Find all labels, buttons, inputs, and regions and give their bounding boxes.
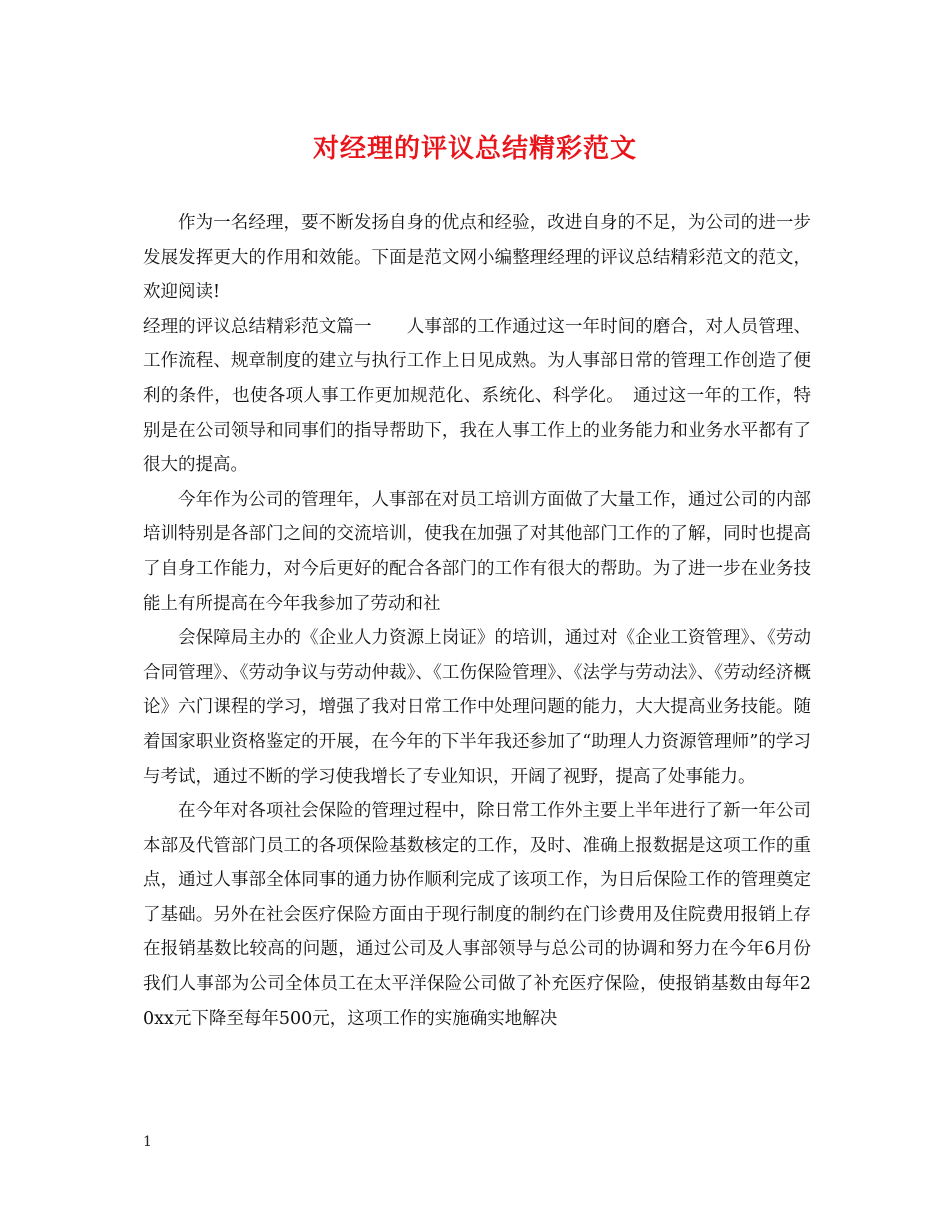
document-title: 对经理的评议总结精彩范文 <box>312 134 637 164</box>
document-body <box>143 206 811 1036</box>
paragraph-courses: 会保障局主办的《企业人力资源上岗证》的培训，通过对《企业工资管理》、《劳动合同管理》、《劳动争议与劳动仲裁》、《工伤保险管理》、《法学与劳动法》、《劳动经济概论》六门课程的学习，增强了我对日常工作中处理问题的能力，大大提高业务技能。随着国家职业资格鉴定的开展，在今年的下半年我还参加了“助理人力资源管理师”的学习与考试，通过不断的学习使我增长了专业知识，开阔了视野，提高了处事能力。 <box>143 628 811 787</box>
page-number: 1 <box>143 1134 152 1150</box>
paragraph-section-one: 经理的评议总结精彩范文篇一 人事部的工作通过这一年时间的磨合，对人员管理、工作流程、规章制度的建立与执行工作上日见成熟。为人事部日常的管理工作创造了便利的条件，也使各项人事工作更加规范化、系统化、科学化。 通过这一年的工作，特别是在公司领导和同事们的指导帮助下，我在人事工作上的业务能力和业务水平都有了很大的提高。 <box>143 316 811 476</box>
paragraph-intro: 作为一名经理，要不断发扬自身的优点和经验，改进自身的不足，为公司的进一步发展发挥更大的作用和效能。下面是范文网小编整理经理的评议总结精彩范文的范文，欢迎阅读! <box>143 213 811 303</box>
paragraph-training: 今年作为公司的管理年，人事部在对员工培训方面做了大量工作，通过公司的内部培训特别是各部门之间的交流培训，使我在加强了对其他部门工作的了解，同时也提高了自身工作能力，对今后更好的配合各部门的工作有很大的帮助。为了进一步在业务技能上有所提高在今年我参加了劳动和社 <box>143 489 811 614</box>
paragraph-insurance: 在今年对各项社会保险的管理过程中，除日常工作外主要上半年进行了新一年公司本部及代管部门员工的各项保险基数核定的工作，及时、准确上报数据是这项工作的重点，通过人事部全体同事的通力协作顺利完成了该项工作，为日后保险工作的管理奠定了基础。另外在社会医疗保险方面由于现行制度的制约在门诊费用及住院费用报销上存在报销基数比较高的问题，通过公司及人事部领导与总公司的协调和努力在今年6月份我们人事部为公司全体员工在太平洋保险公司做了补充医疗保险，使报销基数由每年20xx元下降至每年500元，这项工作的实施确实地解决 <box>143 801 811 1029</box>
